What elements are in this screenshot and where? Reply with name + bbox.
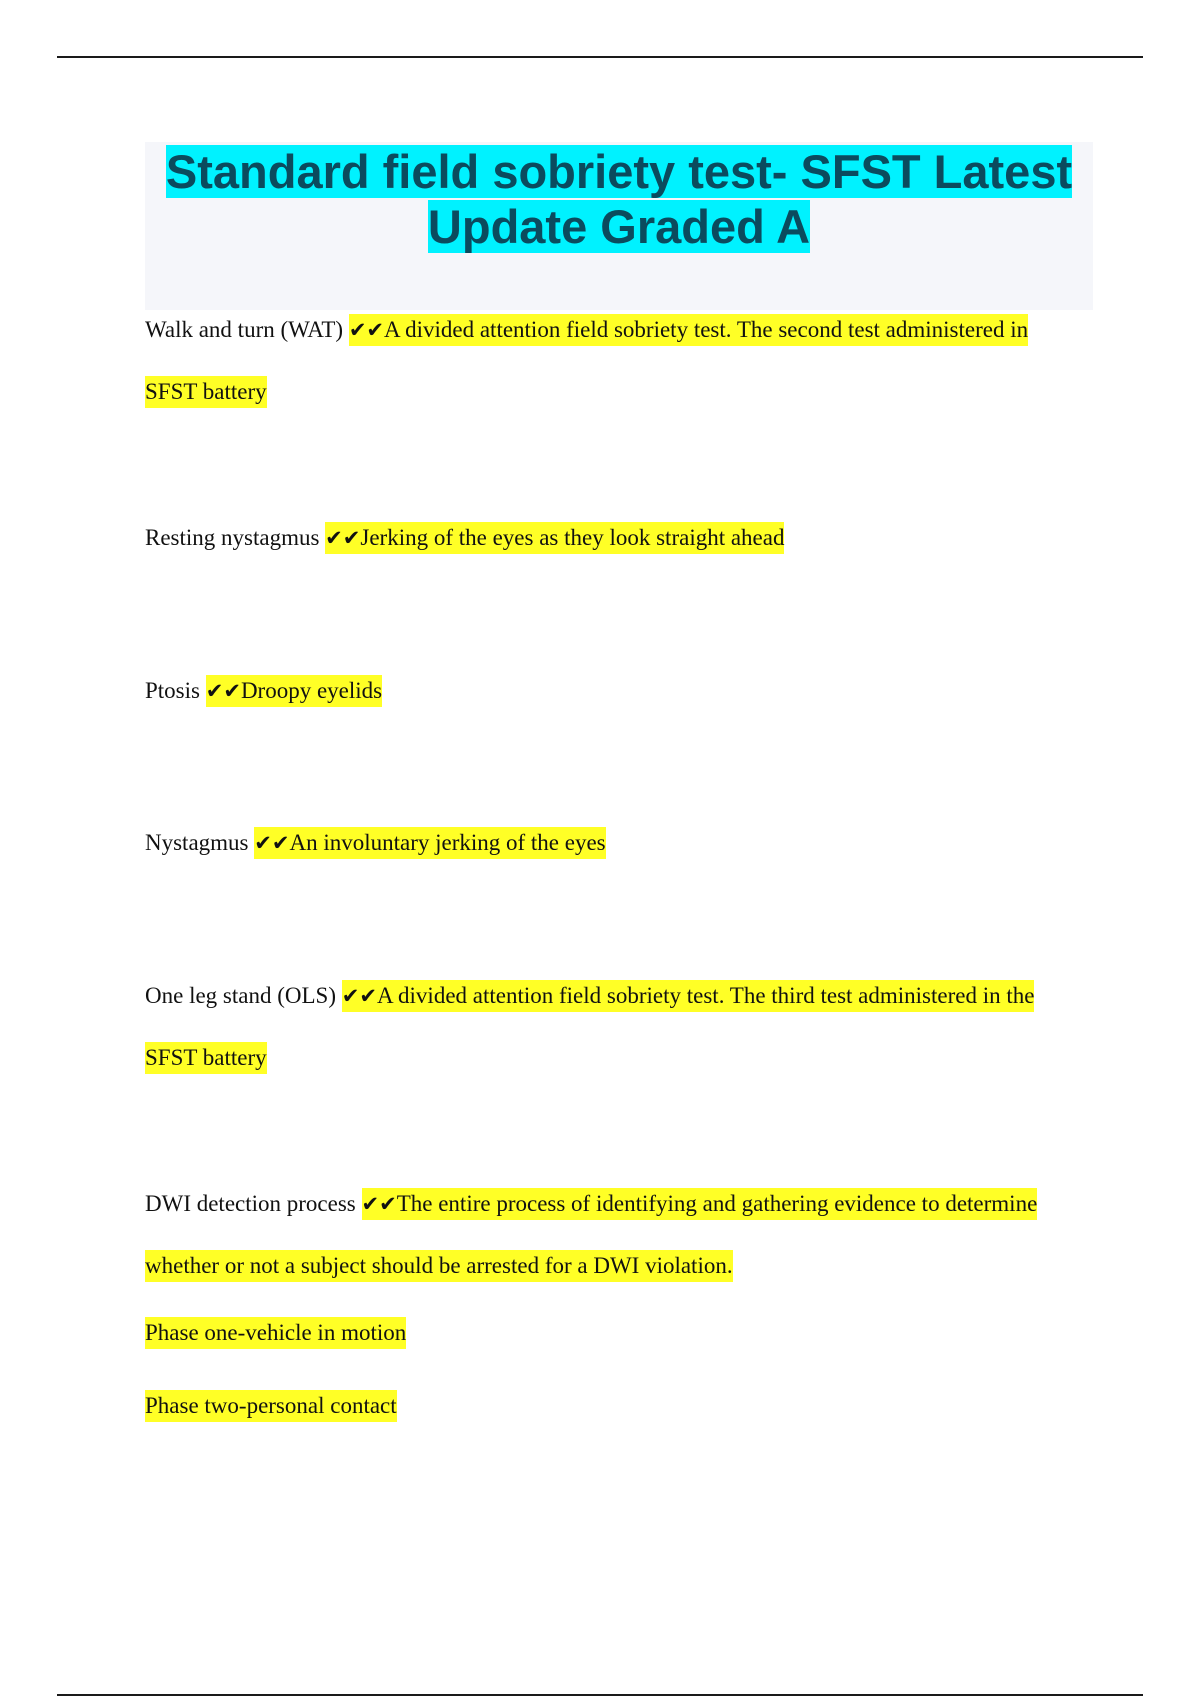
entry-definition: Droopy eyelids (240, 678, 383, 703)
entry-definition: The entire process of identifying and gathering evidence to determine whether or not a subject should be arrested for a DWI violation. (145, 1191, 1038, 1278)
entry-nystagmus (145, 812, 1085, 874)
phase-one-line (145, 1320, 406, 1346)
entry-term: Resting nystagmus (145, 525, 320, 550)
document-title (145, 142, 1093, 254)
double-check-icon: ✔✔ (361, 1192, 397, 1216)
top-rule (57, 56, 1143, 58)
double-check-icon: ✔✔ (205, 679, 241, 703)
bottom-rule (57, 1694, 1143, 1696)
entry-term: One leg stand (OLS) (145, 983, 336, 1008)
title-block (145, 142, 1093, 310)
entry-resting-nystagmus (145, 507, 1085, 569)
entry-term: Ptosis (145, 678, 200, 703)
entry-one-leg-stand (145, 965, 1085, 1088)
title-line-1: Standard field sobriety test- SFST Latest (165, 145, 1073, 198)
phase-two-text: Phase two-personal contact (145, 1390, 397, 1422)
phase-one-text: Phase one-vehicle in motion (145, 1317, 406, 1349)
entry-dwi-detection-process (145, 1173, 1085, 1296)
entry-definition: Jerking of the eyes as they look straight ahead (360, 525, 785, 550)
phase-two-line (145, 1393, 397, 1419)
double-check-icon: ✔✔ (348, 318, 385, 342)
entry-walk-and-turn (145, 299, 1085, 422)
double-check-icon: ✔✔ (341, 984, 377, 1008)
double-check-icon: ✔✔ (254, 831, 290, 855)
entry-definition: A divided attention field sobriety test. The third test administered in the SFST battery (145, 983, 1035, 1070)
title-line-2: Update Graded A (427, 200, 811, 253)
entry-term: Nystagmus (145, 830, 249, 855)
double-check-icon: ✔✔ (325, 526, 361, 550)
entry-term: Walk and turn (WAT) (145, 317, 344, 342)
entry-term: DWI detection process (145, 1191, 356, 1216)
entry-definition: An involuntary jerking of the eyes (289, 830, 606, 855)
entry-ptosis (145, 660, 1085, 722)
entry-definition: A divided attention field sobriety test. The second test administered in SFST battery (145, 317, 1029, 404)
